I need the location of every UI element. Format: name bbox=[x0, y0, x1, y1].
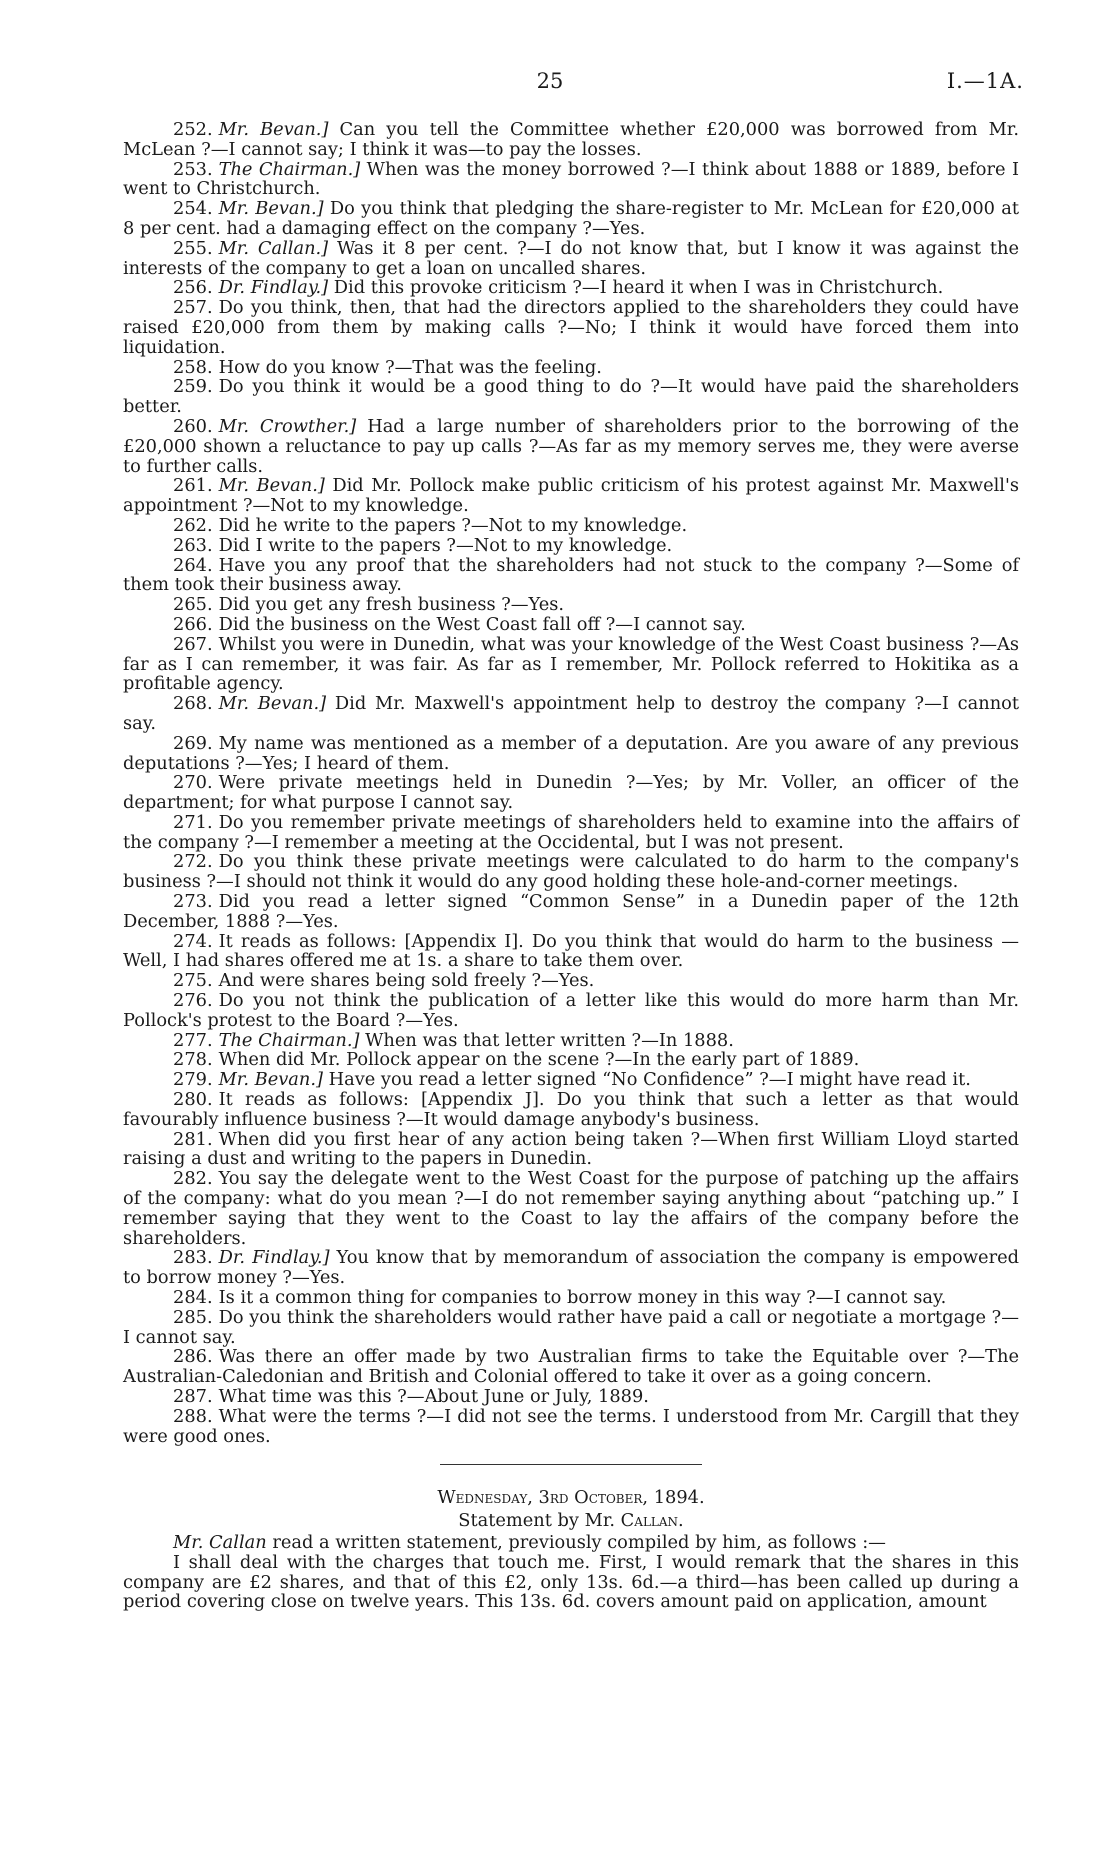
entry-number: 256. bbox=[173, 277, 213, 299]
entry-text: Were private meetings held in Dunedin ?—Yes; by Mr. Voller, an officer of the department; for what purpose I cannot say. bbox=[123, 772, 1019, 814]
entry-speaker: Mr. Crowther.] bbox=[218, 415, 357, 437]
evidence-entry bbox=[123, 298, 1019, 357]
evidence-entry bbox=[123, 377, 1019, 417]
entry-speaker: Mr. Bevan.] bbox=[218, 198, 324, 220]
entry-number: 271. bbox=[173, 811, 213, 833]
entry-text: Do you remember private meetings of shareholders held to examine into the affairs of the company ?—I remember a meeting at the Occidental, but I was not present. bbox=[123, 811, 1019, 853]
evidence-entry bbox=[123, 734, 1019, 774]
entry-number: 255. bbox=[173, 237, 213, 259]
entry-text: Had a large number of shareholders prior to the borrowing of the £20,000 shown a reluctance to pay up calls ?—As far as my memory serves me, they were averse to further calls. bbox=[123, 415, 1020, 477]
evidence-entry bbox=[123, 635, 1019, 694]
entry-number: 266. bbox=[173, 613, 213, 635]
entry-number: 264. bbox=[173, 554, 213, 576]
evidence-entry bbox=[123, 199, 1019, 239]
entry-speaker: Mr. Bevan.] bbox=[218, 1069, 323, 1091]
entry-number: 268. bbox=[173, 693, 213, 715]
evidence-entry bbox=[123, 1308, 1019, 1348]
entry-number: 259. bbox=[173, 376, 213, 398]
entry-text: My name was mentioned as a member of a deputation. Are you aware of any previous deputations ?—Yes; I heard of them. bbox=[123, 732, 1019, 774]
entry-text: Do you think that pledging the share-register to Mr. McLean for £20,000 at 8 per cent. had a damaging effect on the company ?—Yes. bbox=[123, 198, 1019, 239]
evidence-entry bbox=[123, 694, 1019, 734]
entry-text: And were shares being sold freely ?—Yes. bbox=[218, 970, 595, 992]
entry-text: What time was this ?—About June or July, 1889. bbox=[218, 1386, 649, 1407]
evidence-entry bbox=[123, 971, 1019, 991]
evidence-entry bbox=[123, 1387, 1019, 1407]
entry-number: 258. bbox=[173, 356, 213, 378]
evidence-entry bbox=[123, 615, 1019, 635]
evidence-entry bbox=[123, 417, 1019, 476]
evidence-entry bbox=[123, 516, 1019, 536]
entry-text: When did Mr. Pollock appear on the scene ?—In the early part of 1889. bbox=[218, 1049, 860, 1071]
entry-text: You say the delegate went to the West Coast for the purpose of patching up the affairs of the company: what do you mean ?—I do not remember saying anything about “patching up.” I remember saying that they went to the Coast to lay the affairs of the company before the shareholders. bbox=[123, 1168, 1019, 1249]
section-heading-name: Callan. bbox=[620, 1510, 684, 1532]
evidence-entry bbox=[123, 1070, 1019, 1090]
section-heading bbox=[123, 1511, 1019, 1531]
evidence-entry bbox=[123, 1347, 1019, 1387]
entry-number: 257. bbox=[173, 297, 213, 319]
entry-text: Can you tell the Committee whether £20,000 was borrowed from Mr. McLean ?—I cannot say; I think it was—to pay the losses. bbox=[123, 119, 1019, 160]
entry-text: Have you read a letter signed “No Confidence” ?—I might have read it. bbox=[328, 1069, 971, 1091]
entry-number: 284. bbox=[173, 1287, 213, 1309]
entry-number: 273. bbox=[173, 891, 213, 913]
entry-number: 288. bbox=[173, 1405, 213, 1427]
entry-number: 269. bbox=[173, 732, 213, 754]
entry-text: Do you not think the publication of a letter like this would do more harm than Mr. Pollock's protest to the Board ?—Yes. bbox=[123, 990, 1019, 1031]
evidence-entry bbox=[123, 358, 1019, 378]
entry-number: 253. bbox=[173, 158, 213, 180]
evidence-entry bbox=[123, 1169, 1019, 1248]
statement-speaker: Mr. Callan bbox=[173, 1531, 267, 1553]
entry-text: You know that by memorandum of association the company is empowered to borrow money ?—Yes. bbox=[123, 1247, 1019, 1289]
entry-text: Was there an offer made by two Australian firms to take the Equitable over ?—The Australian-Caledonian and British and Colonial offered to take it over as a going concern. bbox=[123, 1346, 1019, 1388]
entry-text: When did you first hear of any action being taken ?—When first William Lloyd started raising a dust and writing to the papers in Dunedin. bbox=[123, 1128, 1019, 1170]
entry-number: 262. bbox=[173, 514, 213, 536]
evidence-entry bbox=[123, 1090, 1019, 1130]
entry-text: Do you think the shareholders would rather have paid a call or negotiate a mortgage ?—I cannot say. bbox=[123, 1306, 1019, 1348]
entry-text: Did this provoke criticism ?—I heard it when I was in Christchurch. bbox=[333, 277, 944, 299]
entry-text: Did I write to the papers ?—Not to my knowledge. bbox=[218, 534, 673, 556]
evidence-entry bbox=[123, 1050, 1019, 1070]
evidence-entries bbox=[123, 120, 1019, 1612]
entry-text: Did Mr. Maxwell's appointment help to destroy the company ?—I cannot say. bbox=[123, 693, 1020, 734]
entry-speaker: Mr. Callan.] bbox=[218, 237, 329, 259]
entry-number: 274. bbox=[173, 930, 213, 952]
evidence-entry bbox=[123, 595, 1019, 615]
evidence-entry bbox=[123, 932, 1019, 972]
evidence-entry bbox=[123, 1407, 1019, 1447]
entry-speaker: Mr. Bevan.] bbox=[218, 693, 327, 715]
entry-number: 272. bbox=[173, 851, 213, 873]
entry-number: 278. bbox=[173, 1049, 213, 1071]
entry-number: 285. bbox=[173, 1306, 213, 1328]
evidence-entry bbox=[123, 773, 1019, 813]
section-date: Wednesday, 3rd October, 1894. bbox=[437, 1487, 705, 1509]
entry-speaker: The Chairman.] bbox=[218, 158, 361, 180]
entry-speaker: Mr. Bevan.] bbox=[218, 119, 329, 140]
entry-text: When was that letter written ?—In 1888. bbox=[365, 1029, 734, 1051]
evidence-entry bbox=[123, 1288, 1019, 1308]
entry-number: 280. bbox=[173, 1089, 213, 1111]
entry-number: 270. bbox=[173, 772, 213, 794]
entry-number: 276. bbox=[173, 990, 213, 1012]
evidence-entry bbox=[123, 1031, 1019, 1051]
entry-speaker: Dr. Findlay.] bbox=[218, 277, 329, 299]
entry-text: It reads as follows: [Appendix J]. Do you think that such a letter as that would favourably influence business ?—It would damage anybody's business. bbox=[123, 1089, 1019, 1130]
entry-number: 263. bbox=[173, 534, 213, 556]
entry-text: Do you think it would be a good thing to do ?—It would have paid the shareholders better. bbox=[123, 376, 1019, 418]
evidence-entry bbox=[123, 278, 1019, 298]
entry-number: 287. bbox=[173, 1386, 213, 1407]
entry-number: 281. bbox=[173, 1128, 213, 1150]
page-number: 25 bbox=[536, 69, 564, 93]
evidence-entry bbox=[123, 991, 1019, 1031]
entry-text: Did you get any fresh business ?—Yes. bbox=[218, 594, 565, 616]
entry-text: Did you read a letter signed “Common Sense” in a Dunedin paper of the 12th December, 1888 ?—Yes. bbox=[123, 891, 1019, 932]
entry-number: 267. bbox=[173, 633, 213, 655]
entry-speaker: Mr. Bevan.] bbox=[218, 475, 325, 497]
entry-speaker: Dr. Findlay.] bbox=[218, 1247, 330, 1269]
entry-number: 279. bbox=[173, 1069, 213, 1091]
document-reference: I.—1A. bbox=[946, 69, 1024, 93]
entry-text: Did Mr. Pollock make public criticism of his protest against Mr. Maxwell's appointment ?—Not to my knowledge. bbox=[123, 475, 1019, 517]
entry-text: Do you think, then, that had the directors applied to the shareholders they could have raised £20,000 from them by making calls ?—No; I think it would have forced them into liquidation. bbox=[123, 297, 1019, 358]
entry-text: Is it a common thing for companies to borrow money in this way ?—I cannot say. bbox=[218, 1287, 947, 1309]
entry-number: 260. bbox=[173, 415, 213, 437]
entry-number: 277. bbox=[173, 1029, 213, 1051]
evidence-entry bbox=[123, 813, 1019, 853]
entry-number: 275. bbox=[173, 970, 213, 992]
entry-text: Do you think these private meetings were calculated to do harm to the company's business ?—I should not think it would do any good holding these hole-and-corner meetings. bbox=[123, 851, 1019, 893]
entry-text: How do you know ?—That was the feeling. bbox=[218, 356, 602, 378]
section-divider bbox=[440, 1464, 702, 1465]
entry-number: 286. bbox=[173, 1346, 213, 1368]
entry-text: What were the terms ?—I did not see the terms. I understood from Mr. Cargill that they were good ones. bbox=[123, 1405, 1019, 1447]
evidence-entry bbox=[123, 852, 1019, 892]
evidence-entry bbox=[123, 556, 1019, 596]
entry-text: Whilst you were in Dunedin, what was your knowledge of the West Coast business ?—As far as I can remember, it was fair. As far as I remember, Mr. Pollock referred to Hokitika as a profitable agency. bbox=[123, 633, 1019, 695]
evidence-entry bbox=[123, 536, 1019, 556]
evidence-entry bbox=[123, 1130, 1019, 1170]
entry-text: Did the business on the West Coast fall off ?—I cannot say. bbox=[218, 613, 746, 635]
evidence-entry bbox=[123, 120, 1019, 160]
entry-number: 265. bbox=[173, 594, 213, 616]
statement-intro bbox=[123, 1533, 1019, 1553]
evidence-entry bbox=[123, 476, 1019, 516]
statement-intro-text: read a written statement, previously compiled by him, as follows :— bbox=[272, 1531, 886, 1553]
evidence-entry bbox=[123, 239, 1019, 279]
entry-text: Was it 8 per cent. ?—I do not know that, but I know it was against the interests of the company to get a loan on uncalled shares. bbox=[123, 237, 1020, 279]
entry-number: 261. bbox=[173, 475, 213, 497]
evidence-entry bbox=[123, 1248, 1019, 1288]
evidence-entry bbox=[123, 892, 1019, 932]
entry-text: When was the money borrowed ?—I think about 1888 or 1889, before I went to Christchurch. bbox=[123, 158, 1019, 200]
entry-text: It reads as follows: [Appendix I]. Do you think that would do harm to the business —Well, I had shares offered me at 1s. a share to take them over. bbox=[123, 930, 1019, 972]
entry-speaker: The Chairman.] bbox=[218, 1029, 360, 1051]
entry-text: Have you any proof that the shareholders had not stuck to the company ?—Some of them took their business away. bbox=[123, 554, 1019, 596]
section-heading-prefix: Statement by Mr. bbox=[458, 1510, 616, 1532]
entry-number: 254. bbox=[173, 198, 213, 220]
entry-text: Did he write to the papers ?—Not to my knowledge. bbox=[218, 514, 688, 536]
entry-number: 282. bbox=[173, 1168, 213, 1190]
entry-number: 283. bbox=[173, 1247, 213, 1269]
statement-body: I shall deal with the charges that touch me. First, I would remark that the shares in this company are £2 shares, and that of this £2, only 13s. 6d.—a third—has been called up during a period covering close on twelve years. This 13s. 6d. covers amount paid on application, amount bbox=[123, 1551, 1019, 1613]
entry-number: 252. bbox=[173, 119, 213, 140]
evidence-entry bbox=[123, 160, 1019, 200]
